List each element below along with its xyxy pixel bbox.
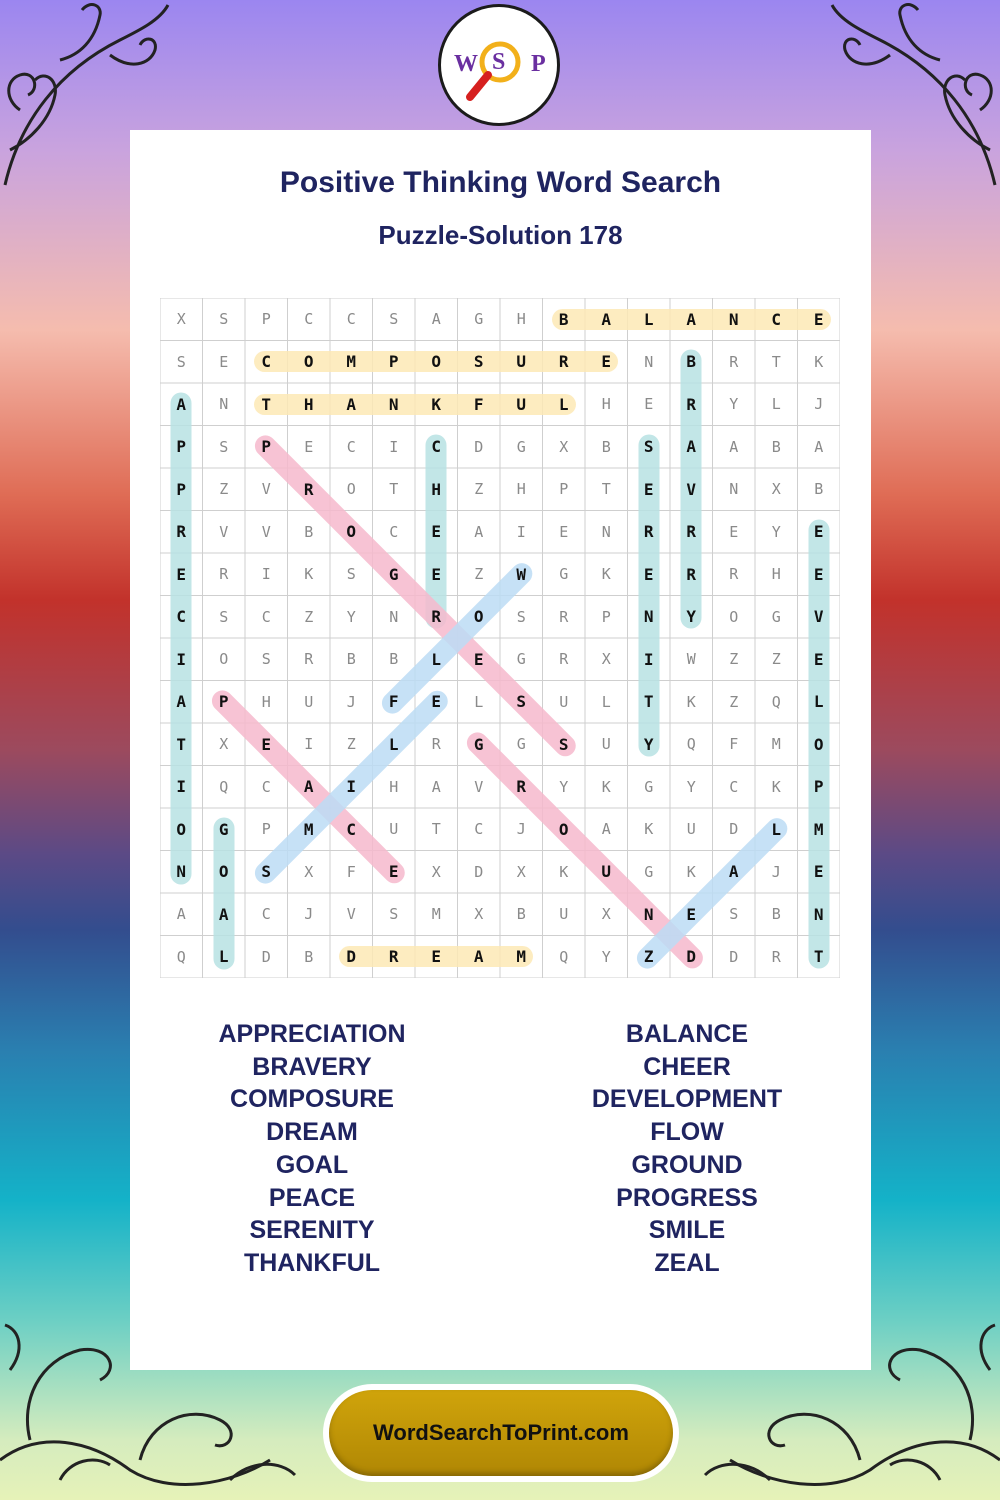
grid-cell: H xyxy=(516,480,526,499)
grid-cell: E xyxy=(601,352,612,372)
grid-cell: T xyxy=(389,480,399,499)
grid-cell: P xyxy=(813,777,824,797)
grid-cell: Z xyxy=(474,480,484,499)
grid-cell: E xyxy=(431,947,442,967)
footer-badge xyxy=(323,1384,679,1482)
grid-cell: P xyxy=(559,480,569,499)
grid-cell: S xyxy=(643,437,654,457)
grid-cell: N xyxy=(388,394,399,414)
grid-cell: S xyxy=(558,734,569,754)
grid-cell: K xyxy=(644,820,654,839)
grid-cell: I xyxy=(261,565,271,584)
grid-cell: V xyxy=(261,480,271,499)
grid-cell: D xyxy=(729,947,739,966)
grid-cell: B xyxy=(686,352,697,372)
wsp-logo xyxy=(438,4,560,126)
grid-cell: A xyxy=(601,309,612,329)
grid-cell: C xyxy=(346,310,356,329)
grid-cell: O xyxy=(303,352,314,372)
logo-letter-w: W xyxy=(454,51,478,77)
grid-cell: T xyxy=(176,734,187,754)
word-list-item: GROUND xyxy=(631,1150,743,1179)
grid-cell: D xyxy=(474,437,484,456)
grid-cell: K xyxy=(559,862,569,881)
grid-cell: H xyxy=(516,310,526,329)
grid-cell: S xyxy=(176,352,186,371)
grid-cell: B xyxy=(304,522,314,541)
grid-cell: B xyxy=(346,650,356,669)
grid-cell: L xyxy=(558,394,569,414)
grid-cell: E xyxy=(686,904,697,924)
grid-cell: A xyxy=(814,437,824,456)
grid-cell: N xyxy=(643,904,654,924)
grid-cell: Y xyxy=(643,734,654,754)
grid-cell: U xyxy=(686,820,696,839)
grid-cell: V xyxy=(219,522,229,541)
grid-cell: R xyxy=(558,352,569,372)
grid-cell: T xyxy=(643,692,654,712)
grid-cell: H xyxy=(771,565,781,584)
grid-cell: R xyxy=(431,607,442,627)
grid-cell: A xyxy=(176,905,186,924)
letter-layer xyxy=(160,298,840,978)
grid-cell: G xyxy=(516,437,526,456)
grid-cell: G xyxy=(771,607,781,626)
grid-cell: R xyxy=(771,947,781,966)
grid-cell: I xyxy=(176,777,187,797)
grid-cell: S xyxy=(473,352,484,372)
word-list-item: CHEER xyxy=(643,1052,731,1081)
grid-cell: T xyxy=(771,352,781,371)
grid-cell: P xyxy=(261,437,272,457)
grid-cell: C xyxy=(729,777,739,796)
grid-cell: E xyxy=(388,862,399,882)
grid-cell: J xyxy=(346,692,356,711)
grid-cell: J xyxy=(771,862,781,881)
grid-cell: O xyxy=(176,819,187,839)
grid-cell: F xyxy=(729,735,739,754)
grid-cell: Q xyxy=(559,947,569,966)
grid-cell: U xyxy=(389,820,399,839)
grid-cell: O xyxy=(813,734,824,754)
grid-cell: U xyxy=(601,735,611,754)
grid-cell: R xyxy=(304,650,314,669)
word-list-left xyxy=(127,1018,497,1280)
grid-cell: E xyxy=(304,437,314,456)
grid-cell: H xyxy=(261,692,271,711)
word-list-item: THANKFUL xyxy=(243,1248,381,1277)
grid-cell: U xyxy=(559,692,569,711)
grid-cell: E xyxy=(813,309,824,329)
grid-cell: R xyxy=(729,565,739,584)
grid-cell: B xyxy=(601,437,611,456)
grid-cell: I xyxy=(176,649,187,669)
grid-cell: Y xyxy=(601,947,611,966)
grid-cell: K xyxy=(771,777,781,796)
grid-cell: U xyxy=(304,692,314,711)
grid-cell: L xyxy=(643,309,654,329)
page-title: Positive Thinking Word Search xyxy=(279,166,722,199)
grid-cell: O xyxy=(729,607,739,626)
grid-cell: Z xyxy=(304,607,314,626)
grid-cell: X xyxy=(559,437,569,456)
grid-cell: U xyxy=(601,862,612,882)
grid-cell: N xyxy=(389,607,399,626)
grid-cell: R xyxy=(431,735,441,754)
grid-cell: S xyxy=(516,607,526,626)
grid-cell: C xyxy=(261,607,271,626)
grid-cell: V xyxy=(813,607,824,627)
grid-cell: S xyxy=(389,310,399,329)
grid-cell: N xyxy=(176,862,187,882)
grid-cell: C xyxy=(346,437,356,456)
grid-cell: P xyxy=(176,479,187,499)
grid-cell: E xyxy=(219,352,229,371)
grid-cell: D xyxy=(261,947,271,966)
word-list-item: PEACE xyxy=(268,1183,356,1212)
grid-cell: T xyxy=(601,480,611,499)
grid-cell: A xyxy=(729,437,739,456)
grid-cell: G xyxy=(516,735,526,754)
grid-cell: G xyxy=(388,564,399,584)
grid-cell: I xyxy=(389,437,399,456)
grid-cell: A xyxy=(218,904,229,924)
grid-cell: H xyxy=(601,395,611,414)
corner-ornament-bottom-left xyxy=(0,1310,300,1500)
grid-cell: E xyxy=(431,522,442,542)
grid-cell: Z xyxy=(346,735,356,754)
word-list-item: GOAL xyxy=(275,1150,349,1179)
corner-ornament-bottom-right xyxy=(700,1310,1000,1500)
grid-cell: O xyxy=(219,650,229,669)
word-list-item: COMPOSURE xyxy=(230,1085,394,1114)
grid-cell: R xyxy=(729,352,739,371)
grid-cell: O xyxy=(558,819,569,839)
grid-cell: K xyxy=(686,862,696,881)
grid-cell: W xyxy=(686,650,696,669)
grid-cell: L xyxy=(388,734,399,754)
grid-cell: O xyxy=(346,480,356,499)
grid-cell: X xyxy=(304,862,314,881)
grid-cell: Q xyxy=(771,692,781,711)
grid-cell: X xyxy=(474,905,484,924)
grid-cell: J xyxy=(516,820,526,839)
grid-cell: G xyxy=(644,862,654,881)
grid-cell: B xyxy=(389,650,399,669)
grid-cell: K xyxy=(431,394,442,414)
grid-cell: A xyxy=(686,309,697,329)
grid-cell: S xyxy=(346,565,356,584)
word-list-right xyxy=(502,1018,872,1280)
grid-cell: U xyxy=(516,352,527,372)
grid-cell: I xyxy=(643,649,654,669)
grid-cell: M xyxy=(516,947,527,967)
grid-cell: W xyxy=(516,564,527,584)
grid-cell: Y xyxy=(686,777,696,796)
grid-cell: Q xyxy=(176,947,186,966)
grid-cell: V xyxy=(261,522,271,541)
grid-cell: E xyxy=(729,522,739,541)
grid-cell: X xyxy=(601,650,611,669)
grid-cell: N xyxy=(813,904,824,924)
grid-cell: E xyxy=(176,564,187,584)
grid-cell: C xyxy=(771,309,782,329)
grid-cell: R xyxy=(388,947,399,967)
grid-cell: L xyxy=(474,692,484,711)
grid-cell: V xyxy=(346,905,356,924)
grid-cell: T xyxy=(261,394,272,414)
grid-cell: N xyxy=(601,522,611,541)
grid-cell: G xyxy=(218,819,229,839)
grid-cell: D xyxy=(686,947,697,967)
grid-cell: A xyxy=(474,522,484,541)
grid-cell: T xyxy=(431,820,441,839)
grid-cell: N xyxy=(643,607,654,627)
word-list-item: SERENITY xyxy=(249,1216,375,1245)
grid-cell: E xyxy=(643,564,654,584)
grid-cell: D xyxy=(729,820,739,839)
grid-cell: K xyxy=(814,352,824,371)
grid-cell: D xyxy=(346,947,357,967)
grid-cell: C xyxy=(304,310,314,329)
logo-letter-s: S xyxy=(492,49,506,75)
grid-cell: C xyxy=(474,820,484,839)
grid-cell: D xyxy=(474,862,484,881)
grid-cell: M xyxy=(303,819,314,839)
grid-cell: E xyxy=(813,649,824,669)
grid-cell: T xyxy=(813,947,824,967)
grid-cell: I xyxy=(516,522,526,541)
grid-cell: S xyxy=(261,650,271,669)
grid-cell: A xyxy=(431,310,441,329)
grid-cell: K xyxy=(304,565,314,584)
grid-cell: H xyxy=(303,394,314,414)
grid-cell: K xyxy=(601,777,611,796)
word-list-item: APPRECIATION xyxy=(218,1020,406,1048)
grid-cell: E xyxy=(813,862,824,882)
grid-cell: Y xyxy=(559,777,569,796)
puzzle-card xyxy=(130,130,871,1370)
grid-cell: P xyxy=(388,352,399,372)
word-list-item: DREAM xyxy=(266,1118,358,1147)
grid-cell: C xyxy=(261,352,272,372)
grid-cell: L xyxy=(771,819,782,839)
grid-cell: A xyxy=(431,777,441,796)
grid-cell: E xyxy=(473,649,484,669)
grid-cell: G xyxy=(474,310,484,329)
grid-cell: A xyxy=(176,692,187,712)
word-search-grid xyxy=(160,298,840,978)
grid-cell: V xyxy=(686,479,697,499)
word-list-item: FLOW xyxy=(650,1118,724,1147)
grid-cell: R xyxy=(559,650,569,669)
grid-cell: L xyxy=(601,692,611,711)
grid-cell: B xyxy=(771,905,781,924)
grid-cell: M xyxy=(346,352,357,372)
page-subtitle: Puzzle-Solution 178 xyxy=(378,220,623,250)
grid-cell: G xyxy=(516,650,526,669)
grid-cell: P xyxy=(261,310,271,329)
word-list-item: PROGRESS xyxy=(616,1183,758,1212)
grid-cell: I xyxy=(346,777,357,797)
grid-cell: U xyxy=(516,394,527,414)
grid-cell: B xyxy=(516,905,526,924)
grid-cell: R xyxy=(686,564,697,584)
grid-cell: Z xyxy=(474,565,484,584)
grid-cell: K xyxy=(686,692,696,711)
grid-cell: C xyxy=(176,607,187,627)
grid-cell: E xyxy=(813,522,824,542)
grid-cell: E xyxy=(431,564,442,584)
grid-cell: R xyxy=(686,394,697,414)
grid-cell: X xyxy=(176,310,186,329)
grid-cell: U xyxy=(559,905,569,924)
grid-cell: N xyxy=(219,395,229,414)
grid-cell: O xyxy=(473,607,484,627)
grid-cell: R xyxy=(219,565,229,584)
grid-cell: L xyxy=(218,947,229,967)
grid-cell: S xyxy=(219,437,229,456)
grid-cell: R xyxy=(686,522,697,542)
grid-cell: A xyxy=(601,820,611,839)
grid-cell: Q xyxy=(219,777,229,796)
grid-cell: N xyxy=(728,309,739,329)
grid-cell: Q xyxy=(686,735,696,754)
grid-cell: Y xyxy=(771,522,781,541)
grid-cell: B xyxy=(304,947,314,966)
grid-cell: B xyxy=(771,437,781,456)
grid-cell: J xyxy=(304,905,314,924)
grid-cell: A xyxy=(473,947,484,967)
grid-cell: Y xyxy=(686,607,697,627)
grid-cell: X xyxy=(219,735,229,754)
grid-cell: G xyxy=(559,565,569,584)
grid-cell: O xyxy=(431,352,442,372)
grid-cell: R xyxy=(643,522,654,542)
word-list-item: BALANCE xyxy=(625,1020,749,1048)
grid-cell: A xyxy=(176,394,187,414)
grid-cell: A xyxy=(346,394,357,414)
grid-cell: R xyxy=(303,479,314,499)
grid-cell: P xyxy=(601,607,611,626)
grid-cell: M xyxy=(813,819,824,839)
grid-cell: R xyxy=(516,777,527,797)
grid-cell: Z xyxy=(729,692,739,711)
grid-cell: C xyxy=(346,819,357,839)
grid-cell: G xyxy=(473,734,484,754)
grid-cell: E xyxy=(431,692,442,712)
grid-cell: B xyxy=(558,309,569,329)
grid-cell: E xyxy=(644,395,654,414)
grid-cell: C xyxy=(261,777,271,796)
grid-cell: E xyxy=(813,564,824,584)
grid-cell: R xyxy=(559,607,569,626)
grid-cell: A xyxy=(686,437,697,457)
grid-cell: S xyxy=(219,310,229,329)
grid-cell: N xyxy=(644,352,654,371)
grid-cell: Z xyxy=(729,650,739,669)
logo-letter-p: P xyxy=(531,51,546,77)
grid-cell: O xyxy=(346,522,357,542)
grid-cell: C xyxy=(261,905,271,924)
grid-cell: X xyxy=(771,480,781,499)
grid-cell: V xyxy=(474,777,484,796)
grid-cell: F xyxy=(388,692,399,712)
grid-cell: Z xyxy=(643,947,654,967)
grid-cell: C xyxy=(389,522,399,541)
grid-cell: Y xyxy=(729,395,739,414)
grid-cell: H xyxy=(389,777,399,796)
grid-cell: F xyxy=(346,862,356,881)
grid-cell: H xyxy=(431,479,442,499)
grid-cell: P xyxy=(261,820,271,839)
word-list-item: ZEAL xyxy=(654,1248,720,1277)
grid-cell: P xyxy=(218,692,229,712)
grid-cell: S xyxy=(219,607,229,626)
grid-cell: J xyxy=(814,395,824,414)
grid-cell: E xyxy=(261,734,272,754)
grid-cell: S xyxy=(261,862,272,882)
grid-cell: X xyxy=(431,862,441,881)
grid-cell: L xyxy=(813,692,824,712)
word-list-item: DEVELOPMENT xyxy=(591,1085,783,1114)
word-list-item: BRAVERY xyxy=(252,1052,372,1081)
grid-cell: G xyxy=(644,777,654,796)
grid-cell: E xyxy=(643,479,654,499)
grid-cell: I xyxy=(304,735,314,754)
grid-cell: Z xyxy=(771,650,781,669)
grid-cell: L xyxy=(771,395,781,414)
grid-cell: N xyxy=(729,480,739,499)
grid-cell: E xyxy=(559,522,569,541)
word-list-item: SMILE xyxy=(648,1216,726,1245)
grid-cell: S xyxy=(389,905,399,924)
grid-cell: B xyxy=(814,480,824,499)
grid-cell: M xyxy=(431,905,441,924)
grid-cell: Y xyxy=(346,607,356,626)
grid-cell: Z xyxy=(219,480,229,499)
grid-cell: K xyxy=(601,565,611,584)
grid-cell: R xyxy=(176,522,187,542)
grid-cell: X xyxy=(601,905,611,924)
grid-cell: X xyxy=(516,862,526,881)
grid-cell: S xyxy=(516,692,527,712)
grid-cell: O xyxy=(218,862,229,882)
grid-cell: C xyxy=(431,437,442,457)
grid-cell: M xyxy=(771,735,781,754)
grid-cell: L xyxy=(431,649,442,669)
grid-cell: S xyxy=(729,905,739,924)
grid-cell: A xyxy=(728,862,739,882)
grid-cell: P xyxy=(176,437,187,457)
grid-cell: A xyxy=(303,777,314,797)
grid-cell: F xyxy=(473,394,484,414)
footer-link[interactable]: WordSearchToPrint.com xyxy=(329,1390,673,1476)
